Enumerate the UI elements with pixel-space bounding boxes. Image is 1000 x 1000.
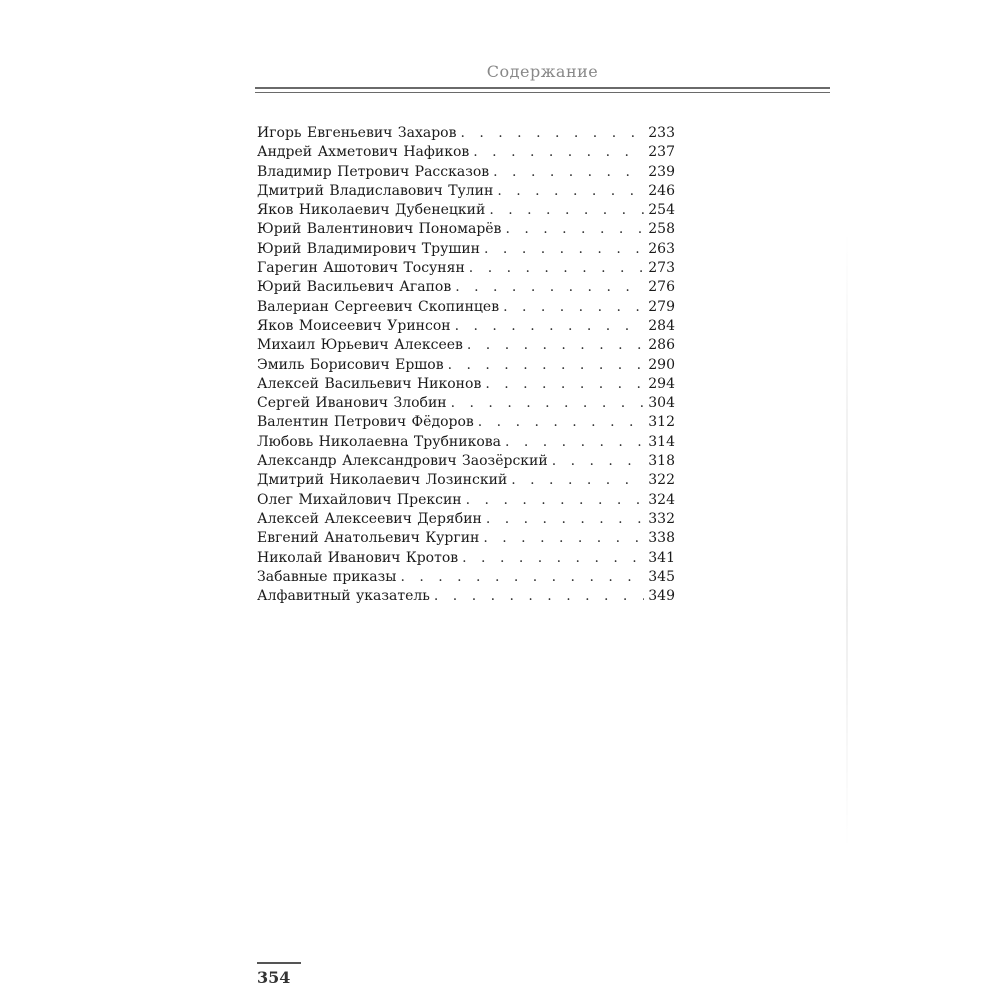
toc-entry-page: 345 (648, 568, 675, 585)
header-rule-thick (255, 87, 830, 89)
dot-leader (455, 317, 645, 336)
toc-entry-title: Дмитрий Николаевич Лозинский (257, 472, 508, 489)
toc-entry (257, 549, 675, 568)
toc-entry-title: Андрей Ахметович Нафиков (257, 144, 470, 161)
dot-leader (462, 549, 644, 568)
toc-entry-title: Евгений Анатольевич Кургин (257, 530, 480, 547)
toc-entry (257, 452, 675, 471)
toc-entry-title: Валентин Петрович Фёдоров (257, 414, 474, 431)
toc-entry-page: 246 (648, 182, 675, 199)
dot-leader (511, 471, 644, 490)
dot-leader (434, 587, 644, 606)
toc-entry (257, 278, 675, 297)
toc-entry (257, 124, 675, 143)
dot-leader (469, 259, 644, 278)
toc-entry-title: Михаил Юрьевич Алексеев (257, 337, 463, 354)
toc-entry (257, 220, 675, 239)
toc-entry-page: 304 (648, 395, 675, 412)
toc-entry-title: Алфавитный указатель (257, 588, 430, 605)
toc-entry-title: Яков Моисеевич Уринсон (257, 317, 451, 334)
toc-entry (257, 413, 675, 432)
toc-entry-title: Алексей Алексеевич Дерябин (257, 510, 482, 527)
toc-entry (257, 375, 675, 394)
toc-entry-title: Любовь Николаевна Трубникова (257, 433, 501, 450)
toc-entry-title: Владимир Петрович Рассказов (257, 163, 490, 180)
toc-entry (257, 491, 675, 510)
toc-entry-page: 237 (648, 144, 675, 161)
dot-leader (451, 394, 645, 413)
dot-leader (505, 220, 644, 239)
dot-leader (497, 182, 644, 201)
toc-entry-page: 263 (648, 240, 675, 257)
toc-entry-page: 332 (648, 510, 675, 527)
toc-entry-title: Гарегин Ашотович Тосунян (257, 260, 465, 277)
dot-leader (466, 491, 645, 510)
page-edge-shadow (846, 230, 848, 850)
toc-entry-page: 254 (648, 202, 675, 219)
toc-entry-title: Александр Александрович Заозёрский (257, 453, 548, 470)
toc-entry-page: 341 (648, 549, 675, 566)
dot-leader (552, 452, 645, 471)
page-number: 354 (257, 968, 291, 987)
toc-entry-title: Олег Михайлович Прексин (257, 491, 462, 508)
dot-leader (478, 413, 644, 432)
toc-entry (257, 259, 675, 278)
dot-leader (467, 336, 644, 355)
toc-entry-page: 338 (648, 530, 675, 547)
folio-rule (257, 962, 301, 964)
dot-leader (448, 356, 645, 375)
toc-entry-page: 322 (648, 472, 675, 489)
toc-entry-title: Юрий Валентинович Пономарёв (257, 221, 502, 238)
table-of-contents (257, 124, 675, 606)
toc-entry-page: 290 (648, 356, 675, 373)
toc-entry (257, 240, 675, 259)
toc-entry-page: 284 (648, 317, 675, 334)
toc-entry (257, 201, 675, 220)
toc-entry-page: 314 (648, 433, 675, 450)
toc-entry-title: Юрий Владимирович Трушин (257, 240, 481, 257)
dot-leader (484, 240, 644, 259)
toc-entry-page: 233 (648, 125, 675, 141)
toc-entry-page: 349 (648, 588, 675, 605)
toc-entry-page: 273 (648, 260, 675, 277)
toc-entry (257, 336, 675, 355)
toc-entry-title: Николай Иванович Кротов (257, 549, 459, 566)
running-head: Содержание (486, 62, 599, 81)
dot-leader (489, 201, 644, 220)
toc-entry-page: 318 (648, 453, 675, 470)
toc-entry (257, 317, 675, 336)
toc-entry (257, 143, 675, 162)
toc-entry (257, 568, 675, 587)
dot-leader (460, 124, 644, 143)
toc-entry-page: 312 (648, 414, 675, 431)
toc-entry (257, 182, 675, 201)
dot-leader (485, 375, 644, 394)
header-rule-thin (255, 92, 830, 93)
toc-entry-page: 258 (648, 221, 675, 238)
toc-entry-title: Дмитрий Владиславович Тулин (257, 182, 494, 199)
toc-entry-page: 276 (648, 279, 675, 296)
dot-leader (455, 278, 644, 297)
dot-leader (493, 163, 644, 182)
toc-entry (257, 433, 675, 452)
dot-leader (486, 510, 644, 529)
toc-entry-title: Юрий Васильевич Агапов (257, 279, 452, 296)
toc-entry (257, 529, 675, 548)
toc-entry (257, 587, 675, 606)
toc-entry-page: 324 (648, 491, 675, 508)
toc-entry (257, 471, 675, 490)
toc-entry-title: Эмиль Борисович Ершов (257, 356, 444, 373)
toc-entry (257, 394, 675, 413)
toc-entry (257, 510, 675, 529)
dot-leader (473, 143, 644, 162)
toc-entry-title: Сергей Иванович Злобин (257, 395, 447, 412)
dot-leader (503, 298, 644, 317)
toc-entry-title: Алексей Васильевич Никонов (257, 375, 482, 392)
toc-entry (257, 163, 675, 182)
toc-entry-title: Забавные приказы (257, 568, 397, 585)
toc-entry (257, 298, 675, 317)
toc-entry-title: Валериан Сергеевич Скопинцев (257, 298, 500, 315)
toc-entry-title: Игорь Евгеньевич Захаров (257, 125, 457, 141)
dot-leader (505, 433, 644, 452)
toc-entry (257, 356, 675, 375)
toc-entry-page: 279 (648, 298, 675, 315)
dot-leader (483, 529, 644, 548)
toc-entry-page: 239 (648, 163, 675, 180)
toc-entry-page: 286 (648, 337, 675, 354)
dot-leader (400, 568, 644, 587)
toc-entry-title: Яков Николаевич Дубенецкий (257, 202, 486, 219)
toc-entry-page: 294 (648, 375, 675, 392)
